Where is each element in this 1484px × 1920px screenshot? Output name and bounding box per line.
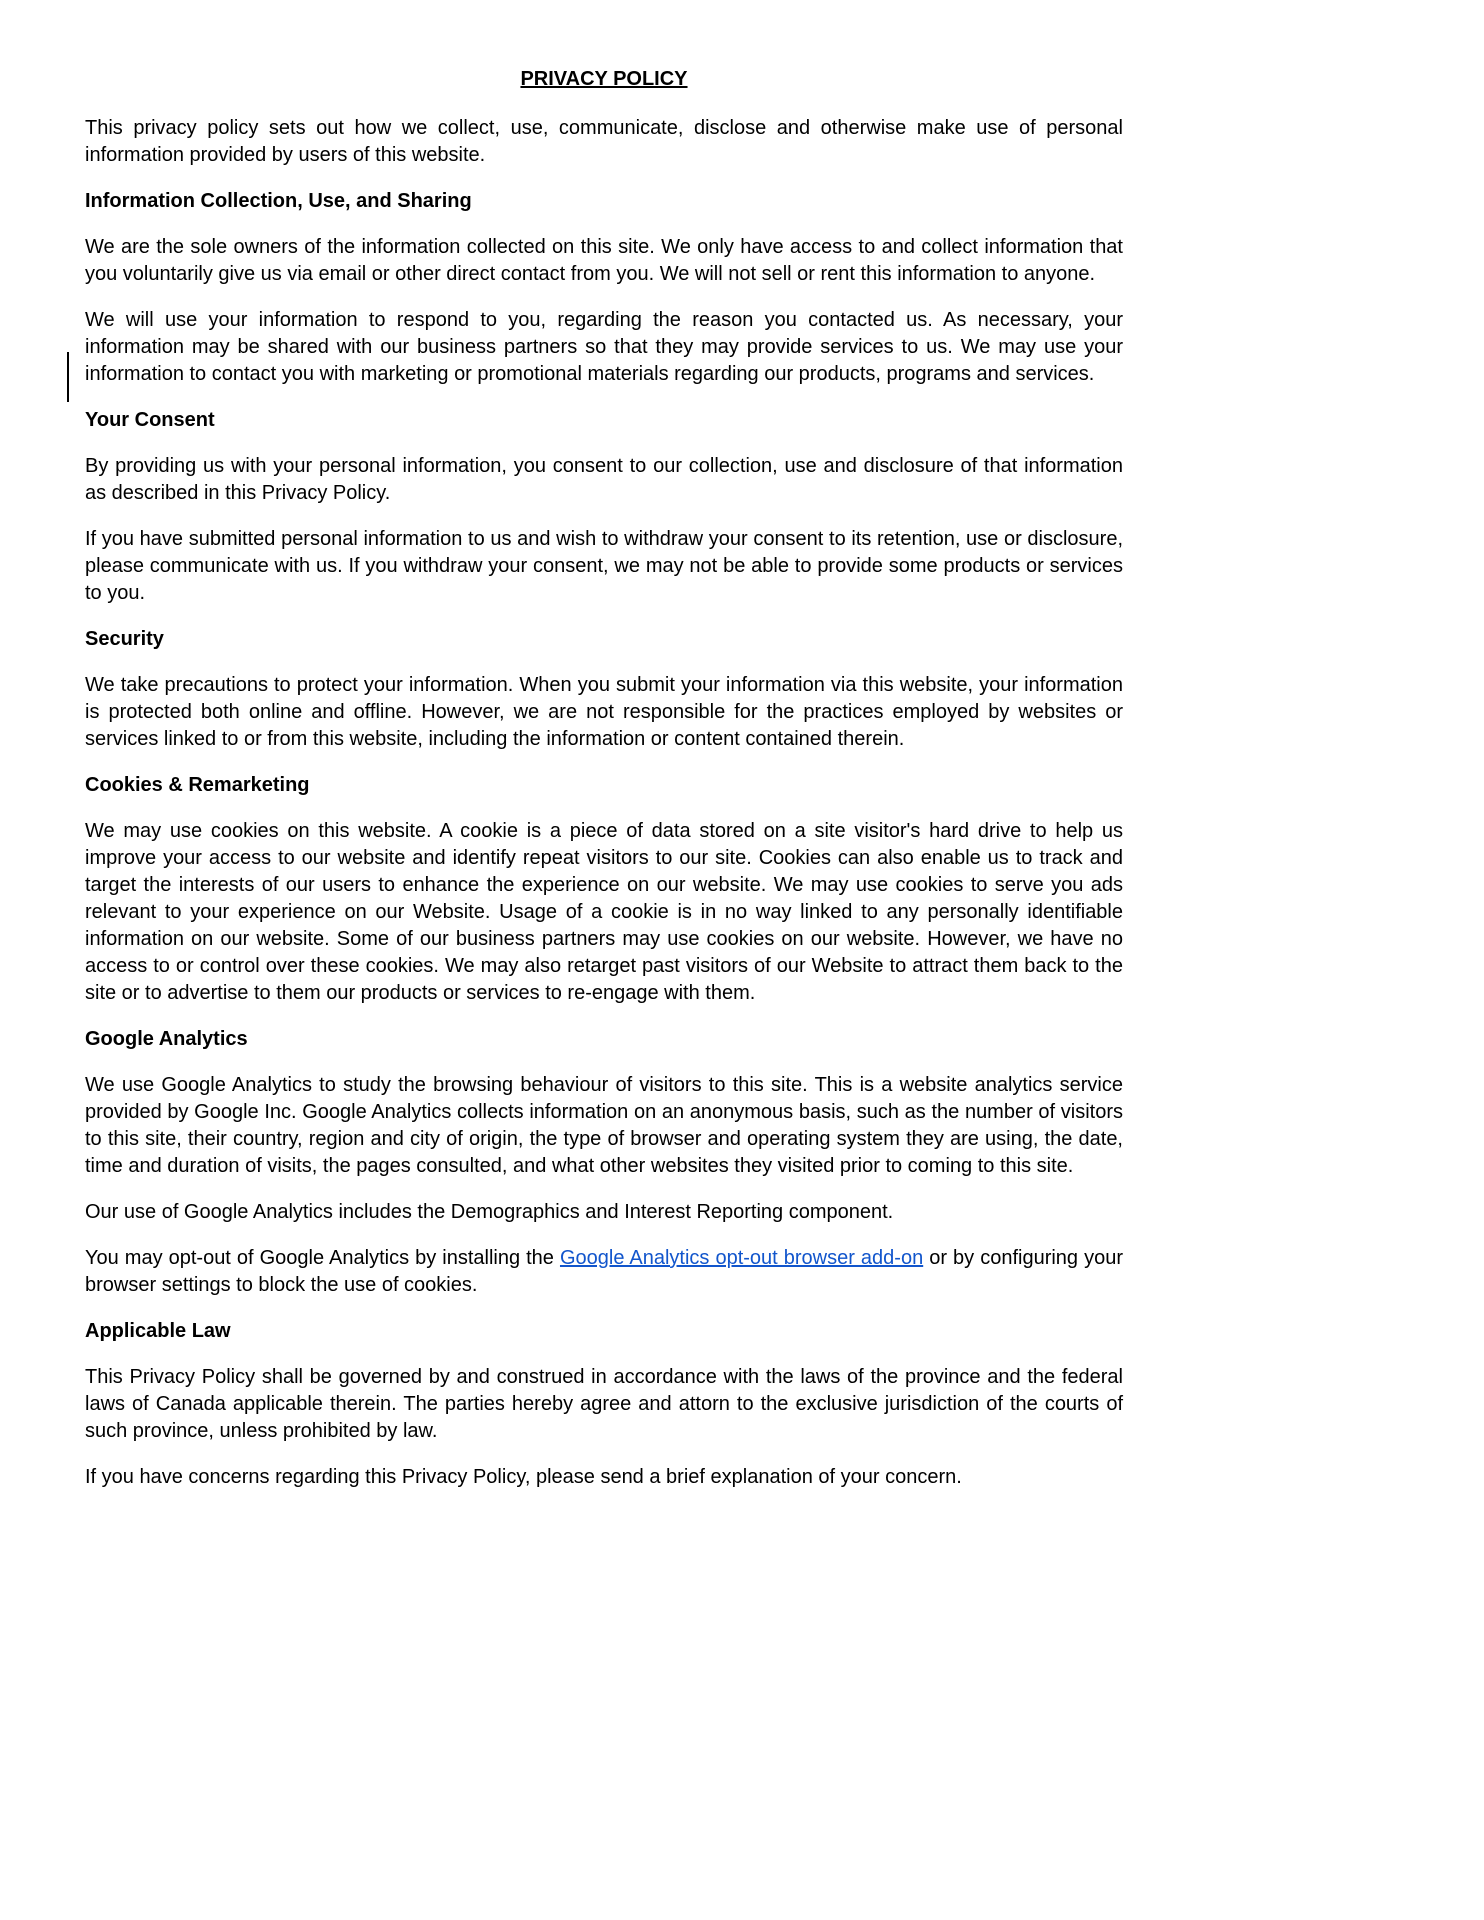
information-collection-paragraph-1: We are the sole owners of the information collected on this site. We only have access to and collect information that you voluntarily give us via email or other direct contact from you. We will not sell or rent this information to anyone.: [85, 236, 1123, 285]
google-analytics-paragraph-1: We use Google Analytics to study the browsing behaviour of visitors to this site. This is a website analytics service provided by Google Inc. Google Analytics collects information on an anonymous basis, such as the number of visitors to this site, their country, region and city of origin, the type of browser and operating system they are using, the date, time and duration of visits, the pages consulted, and what other websites they visited prior to coming to this site.: [85, 1074, 1123, 1177]
page-title: PRIVACY POLICY: [520, 68, 688, 90]
your-consent-paragraph-2: If you have submitted personal information to us and wish to withdraw your consent to its retention, use or disclosure, please communicate with us. If you withdraw your consent, we may not be able to provide some products or services to you.: [85, 528, 1123, 604]
section-heading-cookies-remarketing: Cookies & Remarketing: [85, 774, 310, 796]
optout-paragraph: [85, 1245, 1123, 1299]
applicable-law-paragraph-1: This Privacy Policy shall be governed by and construed in accordance with the laws of the province and the federal laws of Canada applicable therein. The parties hereby agree and attorn to the exclusive jurisdiction of the courts of such province, unless prohibited by law.: [85, 1366, 1123, 1442]
your-consent-paragraph-1: By providing us with your personal information, you consent to our collection, use and disclosure of that information as described in this Privacy Policy.: [85, 455, 1123, 504]
security-paragraph-1: We take precautions to protect your information. When you submit your information via this website, your information is protected both online and offline. However, we are not responsible for the practices employed by websites or services linked to or from this website, including the information or content contained therein.: [85, 674, 1123, 750]
section-heading-applicable-law: Applicable Law: [85, 1320, 231, 1342]
applicable-law-paragraph-2: If you have concerns regarding this Privacy Policy, please send a brief explanation of your concern.: [85, 1466, 962, 1488]
information-collection-paragraph-2: We will use your information to respond to you, regarding the reason you contacted us. As necessary, your information may be shared with our business partners so that they may provide services to us. We may use your information to contact you with marketing or promotional materials regarding our products, programs and services.: [85, 309, 1123, 385]
change-marker-bar: [67, 352, 69, 402]
optout-text-before: You may opt-out of Google Analytics by installing the: [85, 1247, 560, 1269]
section-heading-your-consent: Your Consent: [85, 409, 215, 431]
google-analytics-paragraph-2: Our use of Google Analytics includes the Demographics and Interest Reporting component.: [85, 1201, 894, 1223]
intro-paragraph: This privacy policy sets out how we collect, use, communicate, disclose and otherwise make use of personal information provided by users of this website.: [85, 117, 1123, 166]
cookies-remarketing-paragraph-1: We may use cookies on this website. A cookie is a piece of data stored on a site visitor's hard drive to help us improve your access to our website and identify repeat visitors to our site. Cookies can also enable us to track and target the interests of our users to enhance the experience on our website. We may use cookies to serve you ads relevant to your experience on our Website. Usage of a cookie is in no way linked to any personally identifiable information on our website. Some of our business partners may use cookies on our website. However, we have no access to or control over these cookies. We may also retarget past visitors of our Website to attract them back to the site or to advertise to them our products or services to re-engage with them.: [85, 820, 1123, 1004]
optout-text-after: or by configuring your browser settings to block the use of cookies.: [85, 1247, 1123, 1296]
document-content: [85, 66, 1123, 1510]
optout-link[interactable]: Google Analytics opt-out browser add-on: [559, 1247, 924, 1269]
section-heading-information-collection: Information Collection, Use, and Sharing: [85, 190, 472, 212]
section-heading-google-analytics: Google Analytics: [85, 1028, 248, 1050]
section-heading-security: Security: [85, 628, 164, 650]
